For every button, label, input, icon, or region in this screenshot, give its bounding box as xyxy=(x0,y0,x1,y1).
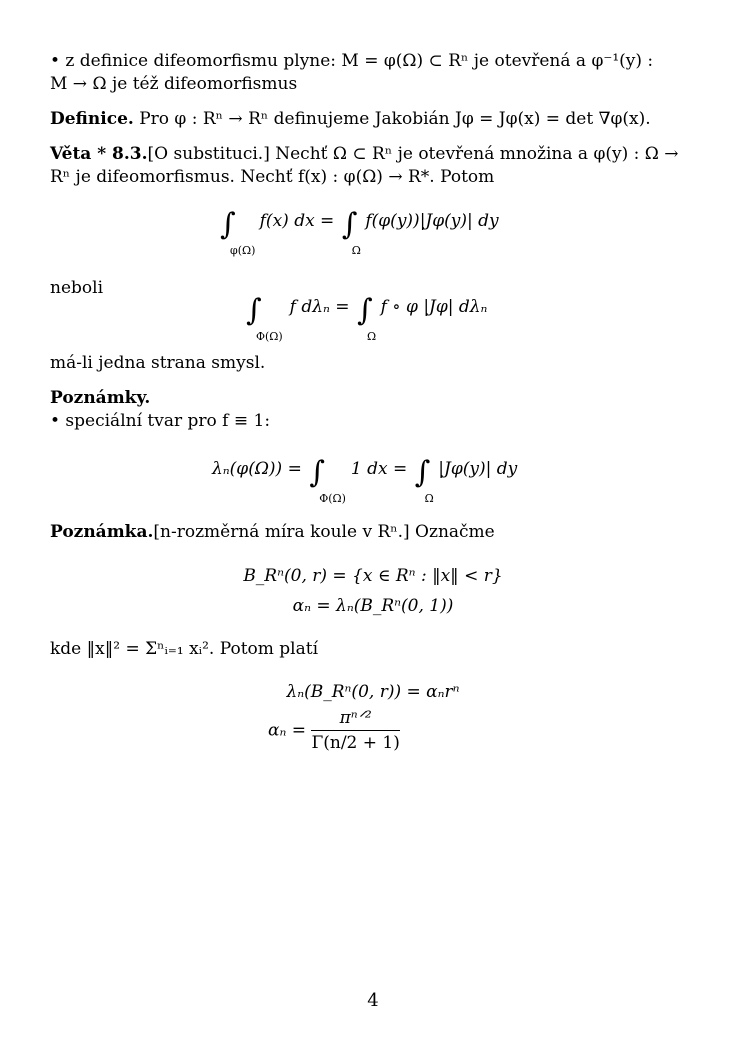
veta-line2: Rⁿ je difeomorfismus. Nechť f(x) : φ(Ω) → R*. Potom xyxy=(50,167,495,187)
ball-measure: λₙ(B_Rⁿ(0, r)) = αₙrⁿ xyxy=(286,682,460,702)
integral-sign: ∫ Φ(Ω) xyxy=(246,296,262,326)
integral-sign: ∫ Ω xyxy=(415,458,431,488)
equation-substitution xyxy=(218,207,499,257)
bullet-difeomorfismus xyxy=(50,50,700,96)
poznamka-text: [n-rozměrná míra koule v Rⁿ.] Označme xyxy=(153,522,495,542)
veta-paragraph xyxy=(50,143,700,189)
integral-sign: ∫ φ(Ω) xyxy=(220,210,236,240)
neboli-text: neboli xyxy=(50,278,104,298)
bullet1-line2: M → Ω je též difeomorfismus xyxy=(50,74,298,94)
eq1-rhs: f(φ(y))|Jφ(y)| dy xyxy=(365,211,499,231)
poznamky-title: Poznámky. xyxy=(50,388,151,408)
poznamky-block xyxy=(50,387,700,433)
integral-limit-rhs: Ω xyxy=(366,330,377,343)
equation-measure xyxy=(244,293,488,343)
eq3-rhs: |Jφ(y)| dy xyxy=(438,459,518,479)
fraction-numerator: πⁿᐟ² xyxy=(311,708,399,731)
definice-text: Pro φ : Rⁿ → Rⁿ definujeme Jakobián Jφ = Jφ(x) = det ∇φ(x). xyxy=(133,109,651,129)
integral-limit-2: Ω xyxy=(424,492,434,505)
veta-title: Věta * 8.3. xyxy=(50,144,148,164)
poznamka-paragraph xyxy=(50,521,700,544)
bullet-special: • speciální tvar pro f ≡ 1: xyxy=(50,411,271,431)
fraction-denominator: Γ(n/2 + 1) xyxy=(311,733,400,753)
page-number: 4 xyxy=(367,990,379,1011)
integral-limit-lhs: Φ(Ω) xyxy=(256,330,283,343)
definice-paragraph xyxy=(50,108,700,131)
integral-sign: ∫ Φ(Ω) xyxy=(309,458,325,488)
eq1-lhs: f(x) dx = xyxy=(259,211,335,231)
poznamka-title: Poznámka. xyxy=(50,522,154,542)
mali-text: má-li jedna strana smysl. xyxy=(50,353,266,373)
integral-limit-lhs: φ(Ω) xyxy=(230,244,256,257)
eq2-rhs: f ∘ φ |Jφ| dλₙ xyxy=(380,297,488,317)
integral-sign: ∫ Ω xyxy=(357,296,373,326)
eq2-lhs: f dλₙ = xyxy=(289,297,350,317)
kde-text: kde ‖x‖² = Σⁿᵢ₌₁ xᵢ². Potom platí xyxy=(50,639,319,659)
alpha-formula xyxy=(268,708,400,753)
alpha-lhs: αₙ = xyxy=(268,720,307,741)
integral-limit-rhs: Ω xyxy=(351,244,361,257)
eq3-lhs: λₙ(φ(Ω)) = xyxy=(212,459,302,479)
equation-special xyxy=(212,455,518,505)
veta-line1: [O substituci.] Nechť Ω ⊂ Rⁿ je otevřená množina a φ(y) : Ω → xyxy=(147,144,679,164)
integral-sign: ∫ Ω xyxy=(342,210,358,240)
eq3-middle: 1 dx = xyxy=(350,459,408,479)
definice-title: Definice. xyxy=(50,109,134,129)
integral-limit-1: Φ(Ω) xyxy=(319,492,346,505)
alpha-definition: αₙ = λₙ(B_Rⁿ(0, 1)) xyxy=(292,596,454,616)
fraction xyxy=(311,708,399,753)
bullet1-line1: • z definice difeomorfismu plyne: M = φ(Ω) ⊂ Rⁿ je otevřená a φ⁻¹(y) : xyxy=(50,51,654,71)
ball-definition: B_Rⁿ(0, r) = {x ∈ Rⁿ : ‖x‖ < r} xyxy=(243,566,503,586)
